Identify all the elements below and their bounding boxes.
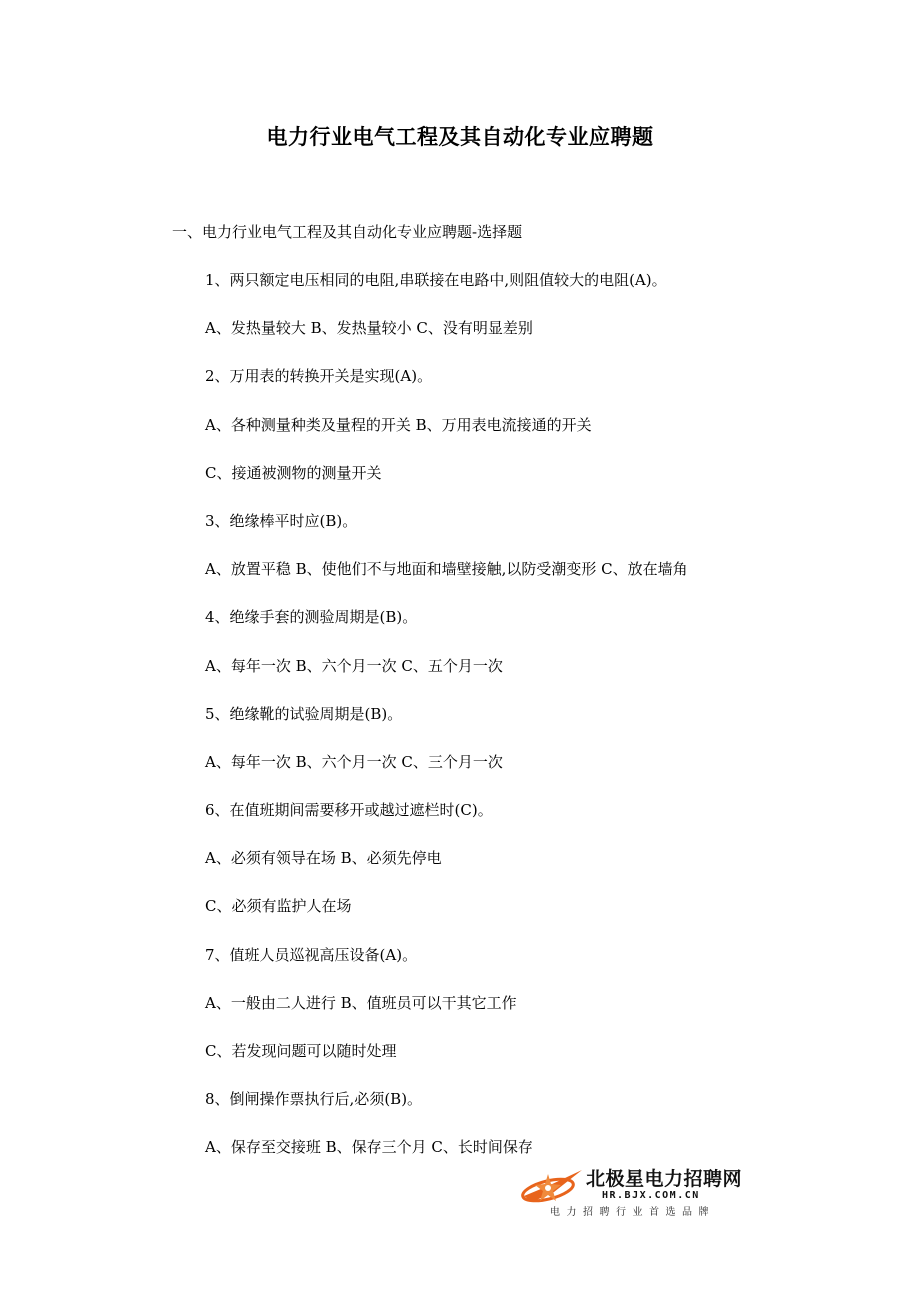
question-4-options: A、每年一次 B、六个月一次 C、五个月一次 bbox=[205, 656, 503, 675]
question-5: 5、绝缘靴的试验周期是(B)。 bbox=[205, 704, 403, 723]
document-title: 电力行业电气工程及其自动化专业应聘题 bbox=[266, 125, 654, 149]
brand-slogan: 电力招聘行业首选品牌 bbox=[550, 1207, 715, 1218]
question-2-options-c: C、接通被测物的测量开关 bbox=[205, 463, 382, 482]
question-7: 7、值班人员巡视高压设备(A)。 bbox=[205, 945, 418, 964]
polaris-star-logo-icon bbox=[518, 1166, 588, 1208]
question-4: 4、绝缘手套的测验周期是(B)。 bbox=[205, 608, 418, 627]
brand-name: 北极星电力招聘网 bbox=[586, 1168, 743, 1190]
question-3: 3、绝缘棒平时应(B)。 bbox=[205, 511, 358, 530]
question-1-options: A、发热量较大 B、发热量较小 C、没有明显差别 bbox=[205, 319, 533, 338]
footer-brand-logo bbox=[518, 1166, 758, 1224]
question-2-options-a-b: A、各种测量种类及量程的开关 B、万用表电流接通的开关 bbox=[205, 415, 592, 434]
question-3-options: A、放置平稳 B、使他们不与地面和墙壁接触,以防受潮变形 C、放在墙角 bbox=[205, 560, 688, 579]
question-5-options: A、每年一次 B、六个月一次 C、三个月一次 bbox=[205, 752, 503, 771]
question-2: 2、万用表的转换开关是实现(A)。 bbox=[205, 367, 433, 386]
question-7-options-c: C、若发现问题可以随时处理 bbox=[205, 1042, 397, 1060]
section-heading: 一、电力行业电气工程及其自动化专业应聘题-选择题 bbox=[172, 223, 523, 241]
question-6-options-c: C、必须有监护人在场 bbox=[205, 897, 352, 916]
question-1: 1、两只额定电压相同的电阻,串联接在电路中,则阻值较大的电阻(A)。 bbox=[205, 271, 667, 289]
question-6-options-a-b: A、必须有领导在场 B、必须先停电 bbox=[205, 849, 442, 868]
question-8: 8、倒闸操作票执行后,必须(B)。 bbox=[205, 1090, 423, 1109]
brand-url: HR.BJX.COM.CN bbox=[602, 1190, 700, 1201]
question-list bbox=[205, 268, 825, 1184]
question-8-options: A、保存至交接班 B、保存三个月 C、长时间保存 bbox=[205, 1138, 533, 1157]
question-6: 6、在值班期间需要移开或越过遮栏时(C)。 bbox=[205, 801, 493, 820]
question-7-options-a-b: A、一般由二人进行 B、值班员可以干其它工作 bbox=[205, 993, 517, 1012]
